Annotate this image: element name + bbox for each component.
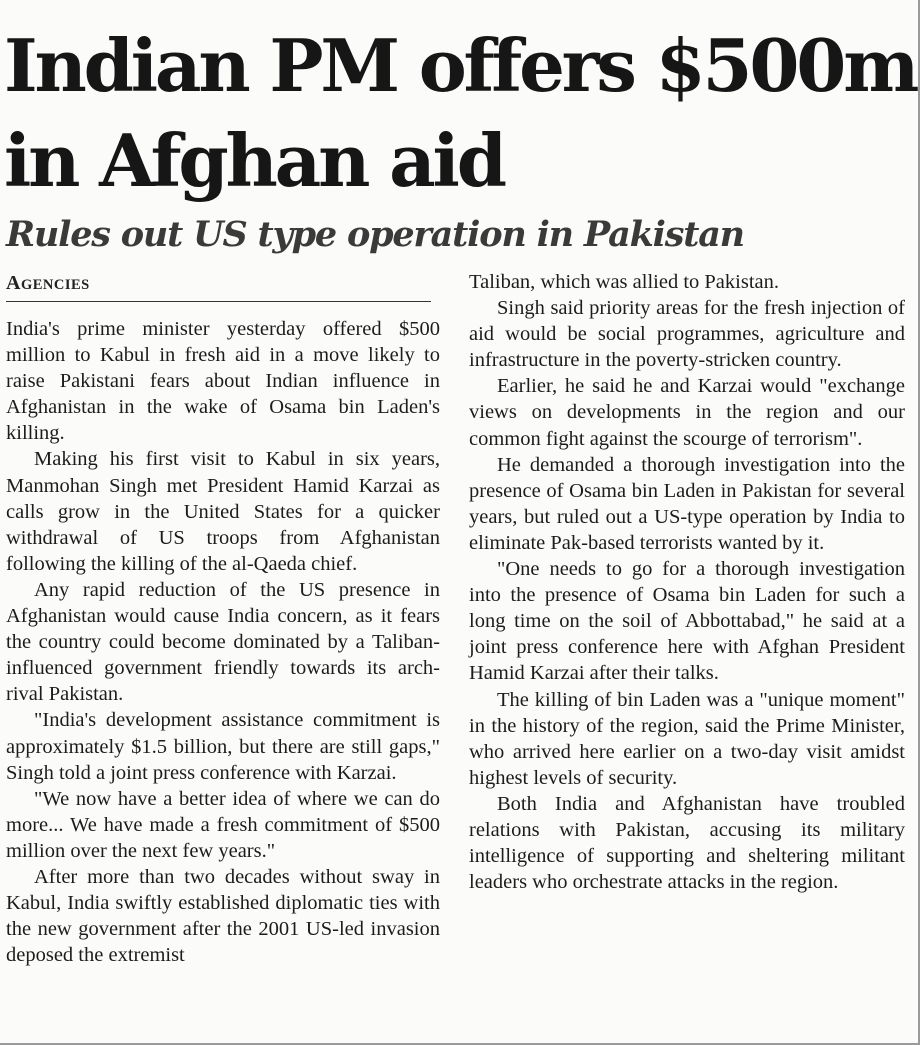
paragraph: Taliban, which was allied to Pakistan. [469, 271, 779, 293]
subheadline: Rules out US type operation in Pakistan [6, 214, 744, 255]
headline-line-2: in Afghan aid [4, 118, 504, 203]
byline-divider [6, 301, 431, 302]
paragraph: Singh said priority areas for the fresh injection of aid would be social programmes, agriculture and infrastructure in the poverty-stricken country. [469, 297, 905, 372]
paragraph: He demanded a thorough investigation into the presence of Osama bin Laden in Pakistan for several years, but ruled out a US-type operation by India to eliminate Pak-based terrorists wanted by it. [469, 453, 905, 554]
headline [4, 18, 917, 208]
article-column-1 [6, 316, 440, 968]
paragraph: Earlier, he said he and Karzai would "exchange views on developments in the region and our common fight against the scourge of terrorism". [469, 375, 905, 450]
headline-line-1: Indian PM offers $500m [4, 23, 917, 108]
byline [6, 268, 430, 300]
paragraph: "One needs to go for a thorough investigation into the presence of Osama bin Laden for such a long time on the soil of Abbottabad," he said at a joint press conference here with Afghan President Hamid Karzai after their talks. [469, 558, 905, 685]
paragraph: "India's development assistance commitment is approximately $1.5 billion, but there are still gaps," Singh told a joint press conference with Karzai. [6, 709, 440, 784]
paragraph: Any rapid reduction of the US presence in Afghanistan would cause India concern, as it fears the country could become dominated by a Taliban-influenced government friendly towards its arch-rival Pakistan. [6, 578, 440, 706]
paragraph: Both India and Afghanistan have troubled relations with Pakistan, accusing its military intelligence of supporting and sheltering militant leaders who orchestrate attacks in the region. [469, 792, 905, 894]
byline-small-caps: GENCIES [20, 277, 90, 293]
paragraph: India's prime minister yesterday offered $500 million to Kabul in fresh aid in a move likely to raise Pakistani fears about Indian influence in Afghanistan in the wake of Osama bin Laden's killing. [6, 318, 440, 445]
paragraph: "We now have a better idea of where we can do more... We have made a fresh commitment of $500 million over the next few years." [6, 787, 440, 862]
paragraph: The killing of bin Laden was a "unique moment" in the history of the region, said the Prime Minister, who arrived here earlier on a two-day visit amidst highest levels of security. [469, 688, 905, 789]
paragraph: Making his first visit to Kabul in six years, Manmohan Singh met President Hamid Karzai as calls grow in the United States for a quicker withdrawal of US troops from Afghanistan following the killing of the al-Qaeda chief. [6, 448, 440, 575]
article-column-2 [469, 269, 905, 895]
byline-initial: A [6, 272, 21, 294]
paragraph: After more than two decades without sway in Kabul, India swiftly established diplomatic ties with the new government after the 2001 US-led invasion deposed the extremist [6, 865, 440, 967]
